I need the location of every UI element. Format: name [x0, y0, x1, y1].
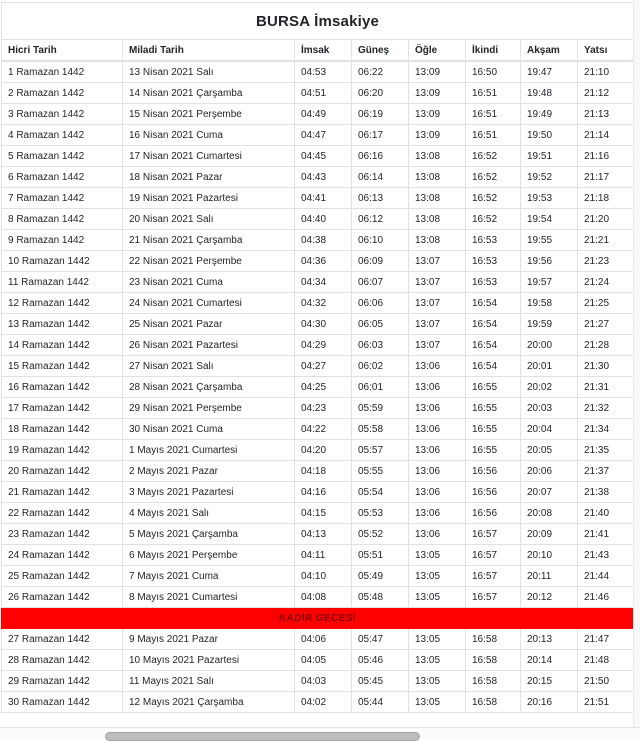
- cell-hicri-tarih: 19 Ramazan 1442: [2, 440, 123, 461]
- cell-hicri-tarih: 25 Ramazan 1442: [2, 566, 123, 587]
- cell-gunes: 05:44: [352, 692, 409, 713]
- cell-ikindi: 16:51: [466, 125, 521, 146]
- cell-imsak: 04:16: [295, 482, 352, 503]
- cell-gunes: 06:03: [352, 335, 409, 356]
- cell-ogle: 13:06: [409, 356, 466, 377]
- table-row: [2, 356, 634, 377]
- cell-ikindi: 16:56: [466, 482, 521, 503]
- cell-ikindi: 16:57: [466, 566, 521, 587]
- cell-hicri-tarih: 27 Ramazan 1442: [2, 629, 123, 650]
- cell-yatsi: 21:13: [578, 104, 634, 125]
- cell-aksam: 19:48: [521, 83, 578, 104]
- cell-yatsi: 21:47: [578, 629, 634, 650]
- imsakiye-table-container: [1, 2, 634, 713]
- cell-aksam: 20:09: [521, 524, 578, 545]
- cell-yatsi: 21:25: [578, 293, 634, 314]
- cell-ogle: 13:06: [409, 503, 466, 524]
- cell-imsak: 04:06: [295, 629, 352, 650]
- cell-ogle: 13:05: [409, 650, 466, 671]
- cell-ikindi: 16:57: [466, 587, 521, 608]
- cell-miladi-tarih: 19 Nisan 2021 Pazartesi: [123, 188, 295, 209]
- cell-gunes: 06:09: [352, 251, 409, 272]
- cell-gunes: 05:49: [352, 566, 409, 587]
- cell-ogle: 13:06: [409, 461, 466, 482]
- table-row: [2, 188, 634, 209]
- cell-imsak: 04:38: [295, 230, 352, 251]
- cell-yatsi: 21:21: [578, 230, 634, 251]
- cell-ikindi: 16:53: [466, 251, 521, 272]
- cell-miladi-tarih: 7 Mayıs 2021 Cuma: [123, 566, 295, 587]
- cell-ikindi: 16:58: [466, 650, 521, 671]
- table-row: [2, 104, 634, 125]
- cell-imsak: 04:08: [295, 587, 352, 608]
- cell-yatsi: 21:23: [578, 251, 634, 272]
- cell-ikindi: 16:54: [466, 356, 521, 377]
- cell-ikindi: 16:54: [466, 335, 521, 356]
- table-row: [2, 209, 634, 230]
- cell-hicri-tarih: 11 Ramazan 1442: [2, 272, 123, 293]
- cell-imsak: 04:02: [295, 692, 352, 713]
- cell-miladi-tarih: 1 Mayıs 2021 Cumartesi: [123, 440, 295, 461]
- cell-miladi-tarih: 11 Mayıs 2021 Salı: [123, 671, 295, 692]
- cell-gunes: 05:54: [352, 482, 409, 503]
- cell-ikindi: 16:54: [466, 293, 521, 314]
- cell-aksam: 19:47: [521, 61, 578, 83]
- table-row: [2, 419, 634, 440]
- cell-imsak: 04:53: [295, 61, 352, 83]
- cell-ogle: 13:08: [409, 146, 466, 167]
- cell-aksam: 19:56: [521, 251, 578, 272]
- cell-hicri-tarih: 14 Ramazan 1442: [2, 335, 123, 356]
- cell-ikindi: 16:56: [466, 503, 521, 524]
- cell-gunes: 06:13: [352, 188, 409, 209]
- cell-yatsi: 21:32: [578, 398, 634, 419]
- cell-gunes: 06:17: [352, 125, 409, 146]
- table-row: [2, 293, 634, 314]
- cell-imsak: 04:18: [295, 461, 352, 482]
- cell-gunes: 05:53: [352, 503, 409, 524]
- cell-gunes: 05:59: [352, 398, 409, 419]
- cell-ogle: 13:06: [409, 419, 466, 440]
- cell-yatsi: 21:24: [578, 272, 634, 293]
- cell-ogle: 13:05: [409, 545, 466, 566]
- table-row: [2, 440, 634, 461]
- cell-hicri-tarih: 21 Ramazan 1442: [2, 482, 123, 503]
- table-row: [2, 167, 634, 188]
- cell-ikindi: 16:53: [466, 230, 521, 251]
- cell-yatsi: 21:10: [578, 61, 634, 83]
- cell-miladi-tarih: 22 Nisan 2021 Perşembe: [123, 251, 295, 272]
- cell-imsak: 04:36: [295, 251, 352, 272]
- cell-gunes: 05:52: [352, 524, 409, 545]
- table-row: [2, 230, 634, 251]
- cell-imsak: 04:15: [295, 503, 352, 524]
- cell-aksam: 20:08: [521, 503, 578, 524]
- cell-miladi-tarih: 28 Nisan 2021 Çarşamba: [123, 377, 295, 398]
- cell-imsak: 04:13: [295, 524, 352, 545]
- cell-yatsi: 21:41: [578, 524, 634, 545]
- cell-imsak: 04:51: [295, 83, 352, 104]
- cell-hicri-tarih: 7 Ramazan 1442: [2, 188, 123, 209]
- cell-aksam: 20:00: [521, 335, 578, 356]
- cell-yatsi: 21:30: [578, 356, 634, 377]
- cell-imsak: 04:10: [295, 566, 352, 587]
- cell-yatsi: 21:44: [578, 566, 634, 587]
- cell-aksam: 20:03: [521, 398, 578, 419]
- cell-miladi-tarih: 18 Nisan 2021 Pazar: [123, 167, 295, 188]
- cell-aksam: 20:10: [521, 545, 578, 566]
- cell-hicri-tarih: 24 Ramazan 1442: [2, 545, 123, 566]
- cell-ogle: 13:07: [409, 272, 466, 293]
- cell-aksam: 20:04: [521, 419, 578, 440]
- cell-ikindi: 16:53: [466, 272, 521, 293]
- cell-ikindi: 16:51: [466, 83, 521, 104]
- cell-imsak: 04:27: [295, 356, 352, 377]
- cell-yatsi: 21:27: [578, 314, 634, 335]
- cell-imsak: 04:32: [295, 293, 352, 314]
- cell-hicri-tarih: 8 Ramazan 1442: [2, 209, 123, 230]
- cell-hicri-tarih: 12 Ramazan 1442: [2, 293, 123, 314]
- cell-aksam: 19:55: [521, 230, 578, 251]
- cell-imsak: 04:49: [295, 104, 352, 125]
- cell-imsak: 04:22: [295, 419, 352, 440]
- cell-ikindi: 16:55: [466, 419, 521, 440]
- cell-ikindi: 16:57: [466, 545, 521, 566]
- cell-hicri-tarih: 22 Ramazan 1442: [2, 503, 123, 524]
- cell-yatsi: 21:38: [578, 482, 634, 503]
- cell-ogle: 13:06: [409, 524, 466, 545]
- kadir-gecesi-banner-row: [2, 608, 634, 629]
- cell-ogle: 13:07: [409, 293, 466, 314]
- cell-ogle: 13:07: [409, 335, 466, 356]
- cell-hicri-tarih: 15 Ramazan 1442: [2, 356, 123, 377]
- col-header-yatsi: Yatsı: [578, 40, 634, 62]
- table-row: [2, 524, 634, 545]
- horizontal-scrollbar-thumb[interactable]: [105, 732, 420, 741]
- cell-ikindi: 16:52: [466, 167, 521, 188]
- cell-gunes: 06:10: [352, 230, 409, 251]
- table-row: [2, 377, 634, 398]
- cell-miladi-tarih: 23 Nisan 2021 Cuma: [123, 272, 295, 293]
- cell-miladi-tarih: 2 Mayıs 2021 Pazar: [123, 461, 295, 482]
- table-row: [2, 629, 634, 650]
- table-row: [2, 671, 634, 692]
- cell-gunes: 05:47: [352, 629, 409, 650]
- cell-aksam: 20:15: [521, 671, 578, 692]
- table-row: [2, 272, 634, 293]
- cell-imsak: 04:23: [295, 398, 352, 419]
- cell-miladi-tarih: 6 Mayıs 2021 Perşembe: [123, 545, 295, 566]
- cell-ogle: 13:09: [409, 83, 466, 104]
- cell-gunes: 05:58: [352, 419, 409, 440]
- cell-miladi-tarih: 14 Nisan 2021 Çarşamba: [123, 83, 295, 104]
- cell-miladi-tarih: 25 Nisan 2021 Pazar: [123, 314, 295, 335]
- cell-hicri-tarih: 13 Ramazan 1442: [2, 314, 123, 335]
- cell-ogle: 13:05: [409, 566, 466, 587]
- cell-miladi-tarih: 9 Mayıs 2021 Pazar: [123, 629, 295, 650]
- cell-hicri-tarih: 17 Ramazan 1442: [2, 398, 123, 419]
- imsakiye-table: [1, 2, 634, 713]
- cell-hicri-tarih: 18 Ramazan 1442: [2, 419, 123, 440]
- table-row: [2, 503, 634, 524]
- cell-hicri-tarih: 3 Ramazan 1442: [2, 104, 123, 125]
- cell-aksam: 20:12: [521, 587, 578, 608]
- cell-yatsi: 21:12: [578, 83, 634, 104]
- cell-yatsi: 21:14: [578, 125, 634, 146]
- cell-gunes: 06:07: [352, 272, 409, 293]
- cell-yatsi: 21:48: [578, 650, 634, 671]
- cell-imsak: 04:34: [295, 272, 352, 293]
- cell-yatsi: 21:40: [578, 503, 634, 524]
- cell-gunes: 05:57: [352, 440, 409, 461]
- vertical-scrollbar-track[interactable]: [633, 0, 640, 727]
- cell-ikindi: 16:58: [466, 692, 521, 713]
- cell-imsak: 04:20: [295, 440, 352, 461]
- cell-imsak: 04:25: [295, 377, 352, 398]
- cell-ogle: 13:09: [409, 104, 466, 125]
- cell-aksam: 20:01: [521, 356, 578, 377]
- cell-aksam: 19:59: [521, 314, 578, 335]
- cell-ikindi: 16:50: [466, 61, 521, 83]
- cell-miladi-tarih: 16 Nisan 2021 Cuma: [123, 125, 295, 146]
- cell-gunes: 06:14: [352, 167, 409, 188]
- col-header-ikindi: İkindi: [466, 40, 521, 62]
- cell-yatsi: 21:35: [578, 440, 634, 461]
- cell-gunes: 06:20: [352, 83, 409, 104]
- cell-gunes: 06:16: [352, 146, 409, 167]
- table-row: [2, 146, 634, 167]
- cell-gunes: 05:55: [352, 461, 409, 482]
- cell-ikindi: 16:55: [466, 377, 521, 398]
- cell-yatsi: 21:34: [578, 419, 634, 440]
- cell-miladi-tarih: 3 Mayıs 2021 Pazartesi: [123, 482, 295, 503]
- cell-aksam: 20:14: [521, 650, 578, 671]
- table-row: [2, 566, 634, 587]
- cell-aksam: 19:58: [521, 293, 578, 314]
- cell-gunes: 06:12: [352, 209, 409, 230]
- cell-miladi-tarih: 24 Nisan 2021 Cumartesi: [123, 293, 295, 314]
- cell-miladi-tarih: 21 Nisan 2021 Çarşamba: [123, 230, 295, 251]
- horizontal-scrollbar-track[interactable]: [0, 727, 640, 739]
- cell-ikindi: 16:58: [466, 671, 521, 692]
- cell-hicri-tarih: 10 Ramazan 1442: [2, 251, 123, 272]
- cell-hicri-tarih: 20 Ramazan 1442: [2, 461, 123, 482]
- cell-imsak: 04:05: [295, 650, 352, 671]
- table-row: [2, 587, 634, 608]
- cell-miladi-tarih: 27 Nisan 2021 Salı: [123, 356, 295, 377]
- col-header-aksam: Akşam: [521, 40, 578, 62]
- cell-ikindi: 16:52: [466, 209, 521, 230]
- cell-ikindi: 16:55: [466, 398, 521, 419]
- cell-hicri-tarih: 1 Ramazan 1442: [2, 61, 123, 83]
- table-row: [2, 83, 634, 104]
- cell-aksam: 19:51: [521, 146, 578, 167]
- col-header-gunes: Güneş: [352, 40, 409, 62]
- table-row: [2, 335, 634, 356]
- cell-ogle: 13:06: [409, 440, 466, 461]
- table-row: [2, 61, 634, 83]
- page-title: BURSA İmsakiye: [2, 3, 634, 40]
- cell-ogle: 13:09: [409, 125, 466, 146]
- col-header-ogle: Öğle: [409, 40, 466, 62]
- cell-imsak: 04:45: [295, 146, 352, 167]
- cell-aksam: 19:53: [521, 188, 578, 209]
- cell-ogle: 13:07: [409, 314, 466, 335]
- col-header-hicri-tarih: Hicri Tarih: [2, 40, 123, 62]
- cell-miladi-tarih: 10 Mayıs 2021 Pazartesi: [123, 650, 295, 671]
- cell-hicri-tarih: 23 Ramazan 1442: [2, 524, 123, 545]
- cell-miladi-tarih: 17 Nisan 2021 Cumartesi: [123, 146, 295, 167]
- cell-yatsi: 21:17: [578, 167, 634, 188]
- cell-imsak: 04:43: [295, 167, 352, 188]
- cell-gunes: 05:48: [352, 587, 409, 608]
- cell-miladi-tarih: 4 Mayıs 2021 Salı: [123, 503, 295, 524]
- cell-ikindi: 16:58: [466, 629, 521, 650]
- kadir-gecesi-banner: KADİR GECESİ: [2, 608, 634, 629]
- table-row: [2, 314, 634, 335]
- cell-hicri-tarih: 9 Ramazan 1442: [2, 230, 123, 251]
- cell-gunes: 06:06: [352, 293, 409, 314]
- cell-gunes: 06:01: [352, 377, 409, 398]
- cell-gunes: 06:22: [352, 61, 409, 83]
- cell-miladi-tarih: 29 Nisan 2021 Perşembe: [123, 398, 295, 419]
- cell-yatsi: 21:28: [578, 335, 634, 356]
- cell-yatsi: 21:51: [578, 692, 634, 713]
- cell-ogle: 13:08: [409, 188, 466, 209]
- table-row: [2, 545, 634, 566]
- cell-miladi-tarih: 30 Nisan 2021 Cuma: [123, 419, 295, 440]
- cell-ogle: 13:05: [409, 671, 466, 692]
- cell-yatsi: 21:18: [578, 188, 634, 209]
- cell-aksam: 20:02: [521, 377, 578, 398]
- cell-hicri-tarih: 26 Ramazan 1442: [2, 587, 123, 608]
- cell-aksam: 19:52: [521, 167, 578, 188]
- cell-aksam: 19:57: [521, 272, 578, 293]
- cell-hicri-tarih: 30 Ramazan 1442: [2, 692, 123, 713]
- cell-aksam: 20:16: [521, 692, 578, 713]
- cell-miladi-tarih: 13 Nisan 2021 Salı: [123, 61, 295, 83]
- cell-ikindi: 16:51: [466, 104, 521, 125]
- cell-ogle: 13:08: [409, 209, 466, 230]
- cell-ogle: 13:06: [409, 482, 466, 503]
- cell-gunes: 06:19: [352, 104, 409, 125]
- cell-gunes: 05:45: [352, 671, 409, 692]
- cell-aksam: 19:54: [521, 209, 578, 230]
- cell-miladi-tarih: 5 Mayıs 2021 Çarşamba: [123, 524, 295, 545]
- col-header-miladi-tarih: Miladi Tarih: [123, 40, 295, 62]
- cell-hicri-tarih: 28 Ramazan 1442: [2, 650, 123, 671]
- cell-hicri-tarih: 5 Ramazan 1442: [2, 146, 123, 167]
- cell-yatsi: 21:37: [578, 461, 634, 482]
- cell-miladi-tarih: 15 Nisan 2021 Perşembe: [123, 104, 295, 125]
- cell-aksam: 20:13: [521, 629, 578, 650]
- cell-imsak: 04:30: [295, 314, 352, 335]
- table-row: [2, 398, 634, 419]
- table-row: [2, 650, 634, 671]
- cell-miladi-tarih: 26 Nisan 2021 Pazartesi: [123, 335, 295, 356]
- cell-hicri-tarih: 6 Ramazan 1442: [2, 167, 123, 188]
- cell-yatsi: 21:46: [578, 587, 634, 608]
- table-header-row: [2, 40, 634, 62]
- cell-gunes: 06:05: [352, 314, 409, 335]
- cell-ogle: 13:05: [409, 587, 466, 608]
- cell-miladi-tarih: 12 Mayıs 2021 Çarşamba: [123, 692, 295, 713]
- cell-imsak: 04:47: [295, 125, 352, 146]
- cell-hicri-tarih: 16 Ramazan 1442: [2, 377, 123, 398]
- cell-ikindi: 16:54: [466, 314, 521, 335]
- table-row: [2, 482, 634, 503]
- col-header-imsak: İmsak: [295, 40, 352, 62]
- cell-ikindi: 16:52: [466, 146, 521, 167]
- cell-yatsi: 21:43: [578, 545, 634, 566]
- cell-aksam: 20:06: [521, 461, 578, 482]
- cell-ikindi: 16:52: [466, 188, 521, 209]
- cell-imsak: 04:11: [295, 545, 352, 566]
- title-row: [2, 3, 634, 40]
- cell-ogle: 13:08: [409, 230, 466, 251]
- table-row: [2, 125, 634, 146]
- cell-aksam: 20:07: [521, 482, 578, 503]
- cell-ikindi: 16:56: [466, 461, 521, 482]
- cell-aksam: 19:49: [521, 104, 578, 125]
- cell-yatsi: 21:16: [578, 146, 634, 167]
- cell-imsak: 04:03: [295, 671, 352, 692]
- table-row: [2, 251, 634, 272]
- table-row: [2, 461, 634, 482]
- cell-hicri-tarih: 4 Ramazan 1442: [2, 125, 123, 146]
- cell-hicri-tarih: 2 Ramazan 1442: [2, 83, 123, 104]
- cell-ikindi: 16:55: [466, 440, 521, 461]
- cell-ogle: 13:09: [409, 61, 466, 83]
- cell-ogle: 13:05: [409, 629, 466, 650]
- cell-ogle: 13:08: [409, 167, 466, 188]
- cell-ogle: 13:05: [409, 692, 466, 713]
- cell-gunes: 06:02: [352, 356, 409, 377]
- cell-ogle: 13:06: [409, 398, 466, 419]
- cell-imsak: 04:41: [295, 188, 352, 209]
- cell-aksam: 20:11: [521, 566, 578, 587]
- cell-ogle: 13:06: [409, 377, 466, 398]
- cell-ogle: 13:07: [409, 251, 466, 272]
- cell-hicri-tarih: 29 Ramazan 1442: [2, 671, 123, 692]
- cell-gunes: 05:51: [352, 545, 409, 566]
- cell-yatsi: 21:31: [578, 377, 634, 398]
- cell-miladi-tarih: 20 Nisan 2021 Salı: [123, 209, 295, 230]
- cell-miladi-tarih: 8 Mayıs 2021 Cumartesi: [123, 587, 295, 608]
- cell-yatsi: 21:20: [578, 209, 634, 230]
- cell-gunes: 05:46: [352, 650, 409, 671]
- cell-imsak: 04:40: [295, 209, 352, 230]
- table-row: [2, 692, 634, 713]
- cell-aksam: 20:05: [521, 440, 578, 461]
- cell-aksam: 19:50: [521, 125, 578, 146]
- cell-ikindi: 16:57: [466, 524, 521, 545]
- cell-imsak: 04:29: [295, 335, 352, 356]
- cell-yatsi: 21:50: [578, 671, 634, 692]
